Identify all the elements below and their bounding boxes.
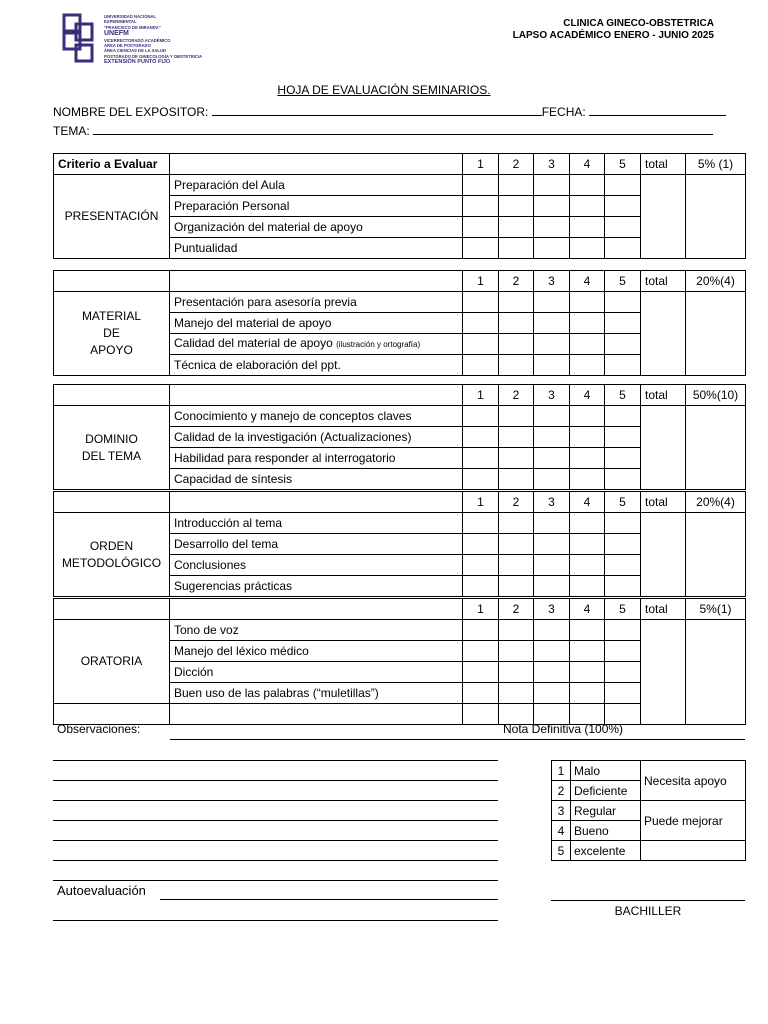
section-dominio-del-tema: 1 2 3 4 5 total 50%(10) DOMINIO DEL TEMA Conocimiento y manejo de conceptos claves Calidad de la investigación (Actualizaciones) Habilidad para responder al interrogatorio Capacidad de síntesis — [53, 384, 746, 490]
score-cell[interactable] — [463, 406, 499, 427]
criterion-label: Sugerencias prácticas — [170, 576, 463, 597]
criterion-label: Conclusiones — [170, 555, 463, 576]
self-evaluation-line[interactable] — [160, 899, 498, 900]
score-cell[interactable] — [463, 534, 499, 555]
observations-label: Observaciones: — [57, 722, 141, 736]
criterion-label: Conocimiento y manejo de conceptos claves — [170, 406, 463, 427]
section-presentacion: Criterio a Evaluar 1 2 3 4 5 total 5% (1) PRESENTACIÓN Preparación del Aula Preparación Personal Organización del material de apoyo Puntualidad — [53, 153, 746, 259]
section-orden-metodologico: 1 2 3 4 5 total 20%(4) ORDEN METODOLÓGICO Introducción al tema Desarrollo del tema Conclusiones Sugerencias prácticas — [53, 491, 746, 597]
score-cell[interactable] — [499, 238, 534, 259]
total-cell[interactable] — [641, 620, 686, 725]
score-cell[interactable] — [534, 555, 570, 576]
legend-level: Malo — [571, 761, 641, 781]
criterion-label: Calidad del material de apoyo (ilustración y ortografía) — [170, 334, 463, 355]
observations-line[interactable] — [53, 840, 498, 841]
score-cell[interactable] — [463, 175, 499, 196]
score-cell[interactable] — [463, 217, 499, 238]
criterion-label: Manejo del material de apoyo — [170, 313, 463, 334]
score-cell[interactable] — [570, 427, 605, 448]
score-cell[interactable] — [605, 406, 641, 427]
score-cell[interactable] — [499, 334, 534, 355]
score-cell[interactable] — [570, 175, 605, 196]
category-label: ORDEN METODOLÓGICO — [54, 513, 170, 597]
legend-group: Puede mejorar — [641, 801, 746, 841]
topic-field[interactable] — [93, 123, 713, 135]
score-cell[interactable] — [570, 555, 605, 576]
score-cell[interactable] — [570, 196, 605, 217]
presenter-label: NOMBRE DEL EXPOSITOR: — [53, 105, 209, 119]
category-label: ORATORIA — [54, 620, 170, 704]
score-cell[interactable] — [463, 355, 499, 376]
score-cell[interactable] — [463, 196, 499, 217]
clinic-name: CLINICA GINECO-OBSTETRICA — [563, 18, 714, 29]
score-cell[interactable] — [534, 292, 570, 313]
score-cell[interactable] — [499, 576, 534, 597]
score-cell[interactable] — [570, 217, 605, 238]
score-cell[interactable] — [570, 313, 605, 334]
criteria-header: Criterio a Evaluar — [54, 154, 170, 175]
score-cell[interactable] — [534, 683, 570, 704]
score-cell[interactable] — [499, 513, 534, 534]
score-cell[interactable] — [463, 513, 499, 534]
score-cell[interactable] — [499, 217, 534, 238]
total-header: total — [641, 599, 686, 620]
score-cell[interactable] — [499, 175, 534, 196]
header-info — [513, 18, 714, 42]
score-cell[interactable] — [463, 448, 499, 469]
category-label: MATERIAL DE APOYO — [54, 292, 170, 376]
criterion-label: Manejo del léxico médico — [170, 641, 463, 662]
logo-text: UNIVERSIDAD NACIONAL EXPERIMENTAL "FRANCISCO DE MIRANDA" UNEFM VICERRECTORADO ACADÉMICO ÁREA DE POSTGRADO ÁREA CIENCIAS DE LA SALUD POSTGRADO DE GINECOLOGÍA Y OBSTETRICIA EXTENSIÓN PUNTO FIJO — [104, 14, 203, 66]
score-cell[interactable] — [499, 427, 534, 448]
score-cell[interactable] — [499, 355, 534, 376]
score-cell[interactable] — [534, 534, 570, 555]
criterion-label: Preparación Personal — [170, 196, 463, 217]
criterion-label: Presentación para asesoría previa — [170, 292, 463, 313]
score-cell[interactable] — [534, 662, 570, 683]
legend-level: excelente — [571, 841, 641, 861]
score-cell[interactable] — [605, 217, 641, 238]
weight-cell[interactable] — [686, 513, 746, 597]
academic-period: LAPSO ACADÉMICO ENERO - JUNIO 2025 — [512, 30, 714, 41]
total-cell[interactable] — [641, 175, 686, 259]
observations-line[interactable] — [170, 739, 745, 740]
score-cell[interactable] — [534, 448, 570, 469]
total-cell[interactable] — [641, 513, 686, 597]
score-cell[interactable] — [463, 292, 499, 313]
weight-label: 20%(4) — [686, 271, 746, 292]
total-cell[interactable] — [641, 292, 686, 376]
score-cell[interactable] — [499, 620, 534, 641]
score-cell[interactable] — [534, 513, 570, 534]
score-cell[interactable] — [605, 683, 641, 704]
score-cell[interactable] — [570, 238, 605, 259]
observations-line[interactable] — [53, 800, 498, 801]
score-cell[interactable] — [570, 662, 605, 683]
criterion-label: Puntualidad — [170, 238, 463, 259]
legend-level: Deficiente — [571, 781, 641, 801]
criterion-label: Introducción al tema — [170, 513, 463, 534]
weight-label: 20%(4) — [686, 492, 746, 513]
self-evaluation-line[interactable] — [53, 920, 498, 921]
score-cell[interactable] — [499, 534, 534, 555]
criterion-label: Habilidad para responder al interrogatorio — [170, 448, 463, 469]
score-cell[interactable] — [570, 292, 605, 313]
score-cell[interactable] — [534, 641, 570, 662]
score-cell[interactable] — [605, 620, 641, 641]
score-cell[interactable] — [570, 683, 605, 704]
score-cell[interactable] — [605, 292, 641, 313]
weight-cell[interactable] — [686, 292, 746, 376]
score-cell[interactable] — [570, 513, 605, 534]
total-header: total — [641, 492, 686, 513]
score-cell[interactable] — [605, 469, 641, 490]
observations-line[interactable] — [53, 760, 498, 761]
self-evaluation-label: Autoevaluación — [57, 883, 146, 898]
score-cell[interactable] — [605, 576, 641, 597]
signature-label: BACHILLER — [614, 904, 682, 918]
weight-cell[interactable] — [686, 175, 746, 259]
score-cell[interactable] — [534, 238, 570, 259]
criterion-label: Tono de voz — [170, 620, 463, 641]
score-cell[interactable] — [534, 355, 570, 376]
legend-level: Bueno — [571, 821, 641, 841]
score-cell[interactable] — [499, 469, 534, 490]
criterion-label: Dicción — [170, 662, 463, 683]
criterion-label: Desarrollo del tema — [170, 534, 463, 555]
score-cell[interactable] — [570, 534, 605, 555]
score-cell[interactable] — [499, 555, 534, 576]
score-cell[interactable] — [499, 662, 534, 683]
score-cell[interactable] — [463, 641, 499, 662]
score-cell[interactable] — [463, 683, 499, 704]
score-cell[interactable] — [534, 576, 570, 597]
presenter-field[interactable] — [212, 104, 542, 116]
score-cell[interactable] — [605, 238, 641, 259]
presenter-row — [53, 104, 745, 119]
criterion-label: Capacidad de síntesis — [170, 469, 463, 490]
legend-level: Regular — [571, 801, 641, 821]
score-cell[interactable] — [605, 641, 641, 662]
score-cell[interactable] — [570, 641, 605, 662]
category-label: DOMINIO DEL TEMA — [54, 406, 170, 490]
score-cell[interactable] — [605, 313, 641, 334]
score-cell[interactable] — [605, 196, 641, 217]
score-cell[interactable] — [605, 355, 641, 376]
date-field[interactable] — [589, 104, 726, 116]
weight-cell[interactable] — [686, 406, 746, 490]
observations-line[interactable] — [53, 820, 498, 821]
score-cell[interactable] — [499, 196, 534, 217]
score-cell[interactable] — [534, 217, 570, 238]
criterion-note: (ilustración y ortografía) — [336, 340, 421, 349]
observations-line[interactable] — [53, 860, 498, 861]
score-cell[interactable] — [605, 448, 641, 469]
total-cell[interactable] — [641, 406, 686, 490]
score-cell[interactable] — [534, 406, 570, 427]
score-cell[interactable] — [463, 662, 499, 683]
score-cell[interactable] — [463, 555, 499, 576]
criterion-label: Calidad de la investigación (Actualizaciones) — [170, 427, 463, 448]
category-label: PRESENTACIÓN — [54, 175, 170, 259]
score-cell[interactable] — [463, 469, 499, 490]
score-cell[interactable] — [605, 175, 641, 196]
score-cell[interactable] — [499, 641, 534, 662]
score-cell[interactable] — [570, 576, 605, 597]
score-cell[interactable] — [534, 620, 570, 641]
criterion-label: Organización del material de apoyo — [170, 217, 463, 238]
signature-line[interactable] — [551, 900, 745, 901]
total-header: total — [641, 271, 686, 292]
score-cell[interactable] — [463, 334, 499, 355]
score-cell[interactable] — [570, 406, 605, 427]
score-cell[interactable] — [605, 334, 641, 355]
score-cell[interactable] — [570, 334, 605, 355]
score-cell[interactable] — [463, 576, 499, 597]
score-cell[interactable] — [605, 662, 641, 683]
date-label: FECHA: — [541, 105, 586, 119]
score-cell[interactable] — [605, 555, 641, 576]
total-header: total — [641, 385, 686, 406]
score-cell[interactable] — [499, 292, 534, 313]
final-grade-label: Nota Definitiva (100%) — [503, 722, 624, 736]
score-cell[interactable] — [570, 355, 605, 376]
weight-cell[interactable] — [686, 620, 746, 725]
score-cell[interactable] — [499, 683, 534, 704]
score-cell[interactable] — [499, 313, 534, 334]
score-cell[interactable] — [570, 620, 605, 641]
score-cell[interactable] — [570, 469, 605, 490]
score-cell[interactable] — [605, 513, 641, 534]
score-cell[interactable] — [534, 313, 570, 334]
weight-label: 50%(10) — [686, 385, 746, 406]
legend-group: Necesita apoyo — [641, 761, 746, 801]
score-cell[interactable] — [534, 427, 570, 448]
score-cell[interactable] — [534, 196, 570, 217]
score-cell[interactable] — [534, 334, 570, 355]
grading-legend: 1 Malo Necesita apoyo 2 Deficiente 3 Regular Puede mejorar 4 Bueno 5 excelente — [551, 760, 746, 861]
topic-label: TEMA: — [53, 124, 90, 138]
total-header: total — [641, 154, 686, 175]
score-cell[interactable] — [499, 406, 534, 427]
topic-row — [53, 123, 745, 138]
section-material-de-apoyo: 1 2 3 4 5 total 20%(4) MATERIAL DE APOYO Presentación para asesoría previa Manejo del material de apoyo Calidad del material de apoyo (ilustración y ortografía) Técnica de elaboración del ppt. — [53, 270, 746, 376]
score-cell[interactable] — [605, 427, 641, 448]
criterion-label: Buen uso de las palabras (“muletillas”) — [170, 683, 463, 704]
score-cell[interactable] — [463, 620, 499, 641]
weight-label: 5% (1) — [686, 154, 746, 175]
criterion-label: Técnica de elaboración del ppt. — [170, 355, 463, 376]
score-cell[interactable] — [499, 448, 534, 469]
score-cell[interactable] — [534, 469, 570, 490]
score-cell[interactable] — [463, 313, 499, 334]
score-cell[interactable] — [534, 175, 570, 196]
observations-line[interactable] — [53, 780, 498, 781]
section-oratoria: 1 2 3 4 5 total 5%(1) ORATORIA Tono de voz Manejo del léxico médico Dicción Buen uso de las palabras (“muletillas”) — [53, 598, 746, 725]
score-cell[interactable] — [570, 448, 605, 469]
score-cell[interactable] — [463, 704, 499, 725]
observations-line[interactable] — [53, 880, 498, 881]
weight-label: 5%(1) — [686, 599, 746, 620]
page-title: HOJA DE EVALUACIÓN SEMINARIOS. — [277, 83, 491, 97]
criterion-label: Preparación del Aula — [170, 175, 463, 196]
score-cell[interactable] — [463, 427, 499, 448]
score-cell[interactable] — [605, 534, 641, 555]
score-cell[interactable] — [463, 238, 499, 259]
